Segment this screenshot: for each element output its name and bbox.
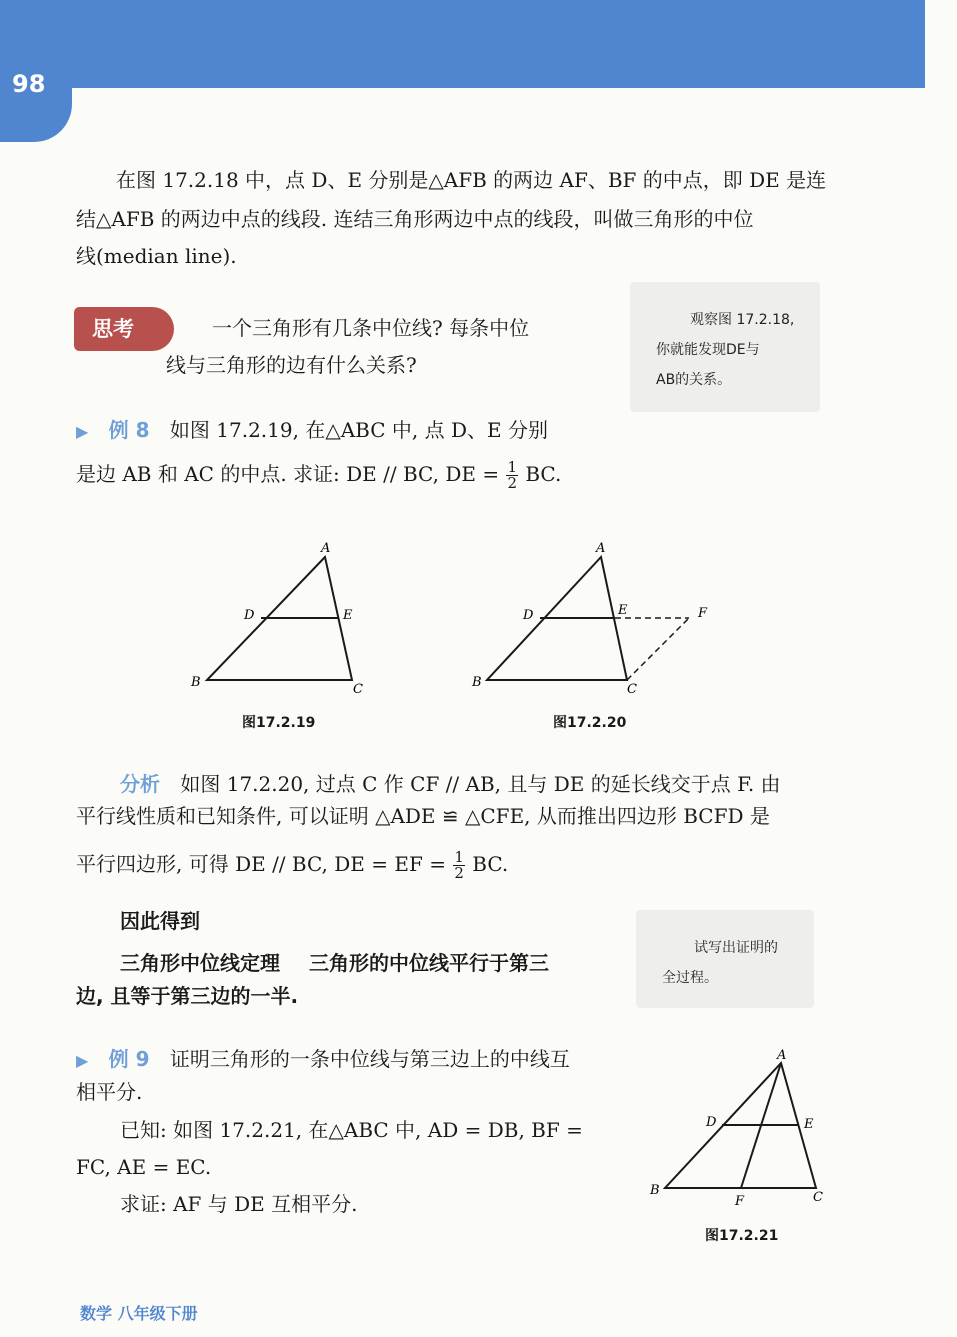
segment-cf	[627, 618, 689, 680]
vertex-b-label: B	[472, 675, 482, 690]
analysis-line-1	[120, 768, 781, 797]
example-9-line-2: 相平分.	[76, 1080, 143, 1104]
theorem-name: 三角形中位线定理	[120, 951, 280, 975]
arrow-icon: ▶	[76, 422, 89, 441]
vertex-e-label: E	[804, 1117, 814, 1132]
caption-17-2-21: 图17.2.21	[705, 1228, 779, 1244]
vertex-b-label: B	[191, 675, 201, 690]
footer-book-title: 数学 八年级下册	[80, 1304, 198, 1323]
analysis-line-2: 平行线性质和已知条件, 可以证明 △ADE ≌ △CFE, 从而推出四边形 BCFD 是	[76, 804, 770, 828]
analysis-line-1-text: 如图 17.2.20, 过点 C 作 CF // AB, 且与 DE 的延长线交于点 F. 由	[180, 772, 781, 796]
fraction-one-half	[506, 460, 518, 491]
figure-17-2-21	[640, 1040, 840, 1215]
page-number: 98	[12, 70, 46, 98]
example-9-prove: 求证: AF 与 DE 互相平分.	[120, 1192, 358, 1216]
vertex-c-label: C	[627, 682, 637, 697]
example-8-line-1: 如图 17.2.19, 在△ABC 中, 点 D、E 分别	[169, 418, 548, 442]
theorem-line-2: 边, 且等于第三边的一半.	[76, 984, 299, 1008]
analysis-line-3-prefix: 平行四边形, 可得 DE // BC, DE = EF =	[76, 852, 446, 876]
vertex-a-label: A	[321, 541, 331, 556]
side-note-2-line-1: 试写出证明的	[694, 940, 778, 956]
vertex-e-label: E	[618, 603, 628, 618]
header-band	[0, 0, 925, 88]
think-badge: 思考	[74, 307, 174, 351]
vertex-b-label: B	[650, 1183, 660, 1198]
vertex-c-label: C	[813, 1190, 823, 1205]
vertex-c-label: C	[353, 682, 363, 697]
caption-17-2-19: 图17.2.19	[242, 715, 316, 731]
vertex-a-label: A	[596, 541, 606, 556]
example-8-line-2	[76, 458, 561, 491]
vertex-d-label: D	[706, 1115, 717, 1130]
theorem-intro: 因此得到	[120, 909, 200, 933]
side-note-1-line-2: 你就能发现DE与	[656, 342, 760, 358]
caption-17-2-20: 图17.2.20	[553, 715, 627, 731]
side-note-1-line-1: 观察图 17.2.18,	[690, 312, 795, 328]
example-9-line-1: 证明三角形的一条中位线与第三边上的中线互	[169, 1047, 570, 1071]
intro-line-1: 在图 17.2.18 中，点 D、E 分别是△AFB 的两边 AF、BF 的中点，即 DE 是连	[116, 168, 827, 192]
vertex-d-label: D	[244, 608, 255, 623]
analysis-label: 分析	[120, 772, 160, 796]
figure-17-2-20	[460, 530, 720, 705]
side-note-2-line-2: 全过程。	[662, 970, 718, 986]
theorem-line-1-text: 三角形的中位线平行于第三	[308, 951, 549, 975]
analysis-line-3-suffix: BC.	[472, 852, 509, 876]
example-8-line-2-suffix: BC.	[525, 462, 562, 486]
analysis-line-3	[76, 848, 508, 881]
intro-line-3: 线(median line).	[76, 244, 237, 268]
example-9-label: 例 9	[108, 1047, 150, 1071]
fraction-denominator: 2	[507, 474, 517, 492]
theorem-line-1	[120, 947, 549, 976]
fraction-one-half	[453, 850, 465, 881]
example-9-heading	[76, 1043, 570, 1072]
fraction-denominator: 2	[454, 864, 464, 882]
example-9-given-2: FC, AE = EC.	[76, 1155, 212, 1179]
fraction-numerator: 1	[507, 458, 517, 476]
vertex-d-label: D	[523, 608, 534, 623]
example-8-line-2-prefix: 是边 AB 和 AC 的中点. 求证: DE // BC, DE =	[76, 462, 500, 486]
side-note-1-line-3: AB的关系。	[656, 372, 732, 388]
fraction-numerator: 1	[454, 848, 464, 866]
think-line-1: 一个三角形有几条中位线? 每条中位	[212, 316, 530, 340]
vertex-e-label: E	[343, 608, 353, 623]
example-8-label: 例 8	[108, 418, 150, 442]
intro-line-2: 结△AFB 的两边中点的线段. 连结三角形两边中点的线段，叫做三角形的中位	[76, 207, 754, 231]
think-line-2: 线与三角形的边有什么关系?	[166, 353, 417, 377]
figure-17-2-19	[180, 530, 400, 705]
vertex-a-label: A	[777, 1048, 787, 1063]
vertex-f-label: F	[698, 606, 708, 621]
arrow-icon: ▶	[76, 1051, 89, 1070]
vertex-f-label: F	[735, 1194, 745, 1209]
example-9-given-1: 已知: 如图 17.2.21, 在△ABC 中, AD = DB, BF =	[120, 1118, 583, 1142]
example-8-heading	[76, 414, 548, 443]
